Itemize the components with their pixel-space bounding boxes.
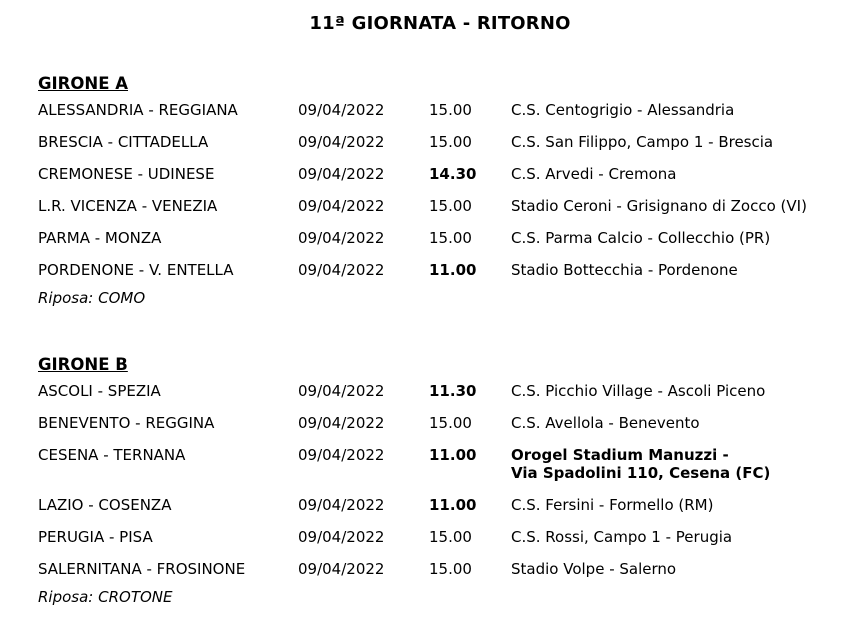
match-time: 15.00 <box>429 560 472 578</box>
match-row <box>38 192 838 224</box>
match-time: 15.00 <box>429 229 472 247</box>
match-teams: SALERNITANA - FROSINONE <box>38 560 246 578</box>
match-venue: Stadio Volpe - Salerno <box>511 560 677 578</box>
match-venue: C.S. Rossi, Campo 1 - Perugia <box>511 528 733 546</box>
match-list <box>38 377 838 587</box>
match-list <box>38 96 838 288</box>
match-venue: C.S. San Filippo, Campo 1 - Brescia <box>511 133 774 151</box>
match-date: 09/04/2022 <box>298 496 385 514</box>
match-teams: PORDENONE - V. ENTELLA <box>38 261 234 279</box>
match-row <box>38 160 838 192</box>
match-teams: ALESSANDRIA - REGGIANA <box>38 101 238 119</box>
match-venue: C.S. Avellola - Benevento <box>511 414 700 432</box>
match-row <box>38 256 838 288</box>
match-date: 09/04/2022 <box>298 229 385 247</box>
rest-team-note: Riposa: COMO <box>38 289 146 307</box>
match-teams: L.R. VICENZA - VENEZIA <box>38 197 218 215</box>
match-row <box>38 555 838 587</box>
match-date: 09/04/2022 <box>298 133 385 151</box>
match-venue: C.S. Arvedi - Cremona <box>511 165 677 183</box>
match-teams: PARMA - MONZA <box>38 229 162 247</box>
match-venue: C.S. Fersini - Formello (RM) <box>511 496 714 514</box>
group-girone-b <box>38 353 838 609</box>
match-date: 09/04/2022 <box>298 528 385 546</box>
match-teams: CREMONESE - UDINESE <box>38 165 215 183</box>
match-time: 11.00 <box>429 261 477 279</box>
match-venue: Orogel Stadium Manuzzi - Via Spadolini 110, Cesena (FC) <box>511 446 771 482</box>
match-date: 09/04/2022 <box>298 560 385 578</box>
match-row <box>38 377 838 409</box>
match-time: 15.00 <box>429 528 472 546</box>
match-date: 09/04/2022 <box>298 261 385 279</box>
group-girone-a <box>38 72 838 310</box>
match-date: 09/04/2022 <box>298 446 385 464</box>
match-time: 15.00 <box>429 101 472 119</box>
match-date: 09/04/2022 <box>298 101 385 119</box>
group-title: GIRONE A <box>38 74 129 93</box>
match-venue: C.S. Centogrigio - Alessandria <box>511 101 735 119</box>
match-time: 11.00 <box>429 496 477 514</box>
match-time: 15.00 <box>429 197 472 215</box>
match-row <box>38 441 838 491</box>
match-teams: ASCOLI - SPEZIA <box>38 382 161 400</box>
match-row <box>38 409 838 441</box>
match-teams: LAZIO - COSENZA <box>38 496 172 514</box>
match-venue: C.S. Picchio Village - Ascoli Piceno <box>511 382 766 400</box>
match-date: 09/04/2022 <box>298 382 385 400</box>
match-date: 09/04/2022 <box>298 165 385 183</box>
match-time: 15.00 <box>429 133 472 151</box>
match-teams: CESENA - TERNANA <box>38 446 186 464</box>
match-venue: C.S. Parma Calcio - Collecchio (PR) <box>511 229 771 247</box>
match-time: 14.30 <box>429 165 477 183</box>
page-title: 11ª GIORNATA - RITORNO <box>309 13 571 34</box>
match-time: 15.00 <box>429 414 472 432</box>
match-venue: Stadio Bottecchia - Pordenone <box>511 261 738 279</box>
match-teams: BENEVENTO - REGGINA <box>38 414 215 432</box>
match-row <box>38 224 838 256</box>
match-date: 09/04/2022 <box>298 197 385 215</box>
match-row <box>38 96 838 128</box>
match-time: 11.30 <box>429 382 477 400</box>
rest-team-note: Riposa: CROTONE <box>38 588 173 606</box>
match-venue: Stadio Ceroni - Grisignano di Zocco (VI) <box>511 197 807 215</box>
match-teams: PERUGIA - PISA <box>38 528 153 546</box>
match-date: 09/04/2022 <box>298 414 385 432</box>
match-row <box>38 523 838 555</box>
group-title: GIRONE B <box>38 355 128 374</box>
match-row <box>38 128 838 160</box>
match-time: 11.00 <box>429 446 477 464</box>
match-teams: BRESCIA - CITTADELLA <box>38 133 209 151</box>
match-row <box>38 491 838 523</box>
